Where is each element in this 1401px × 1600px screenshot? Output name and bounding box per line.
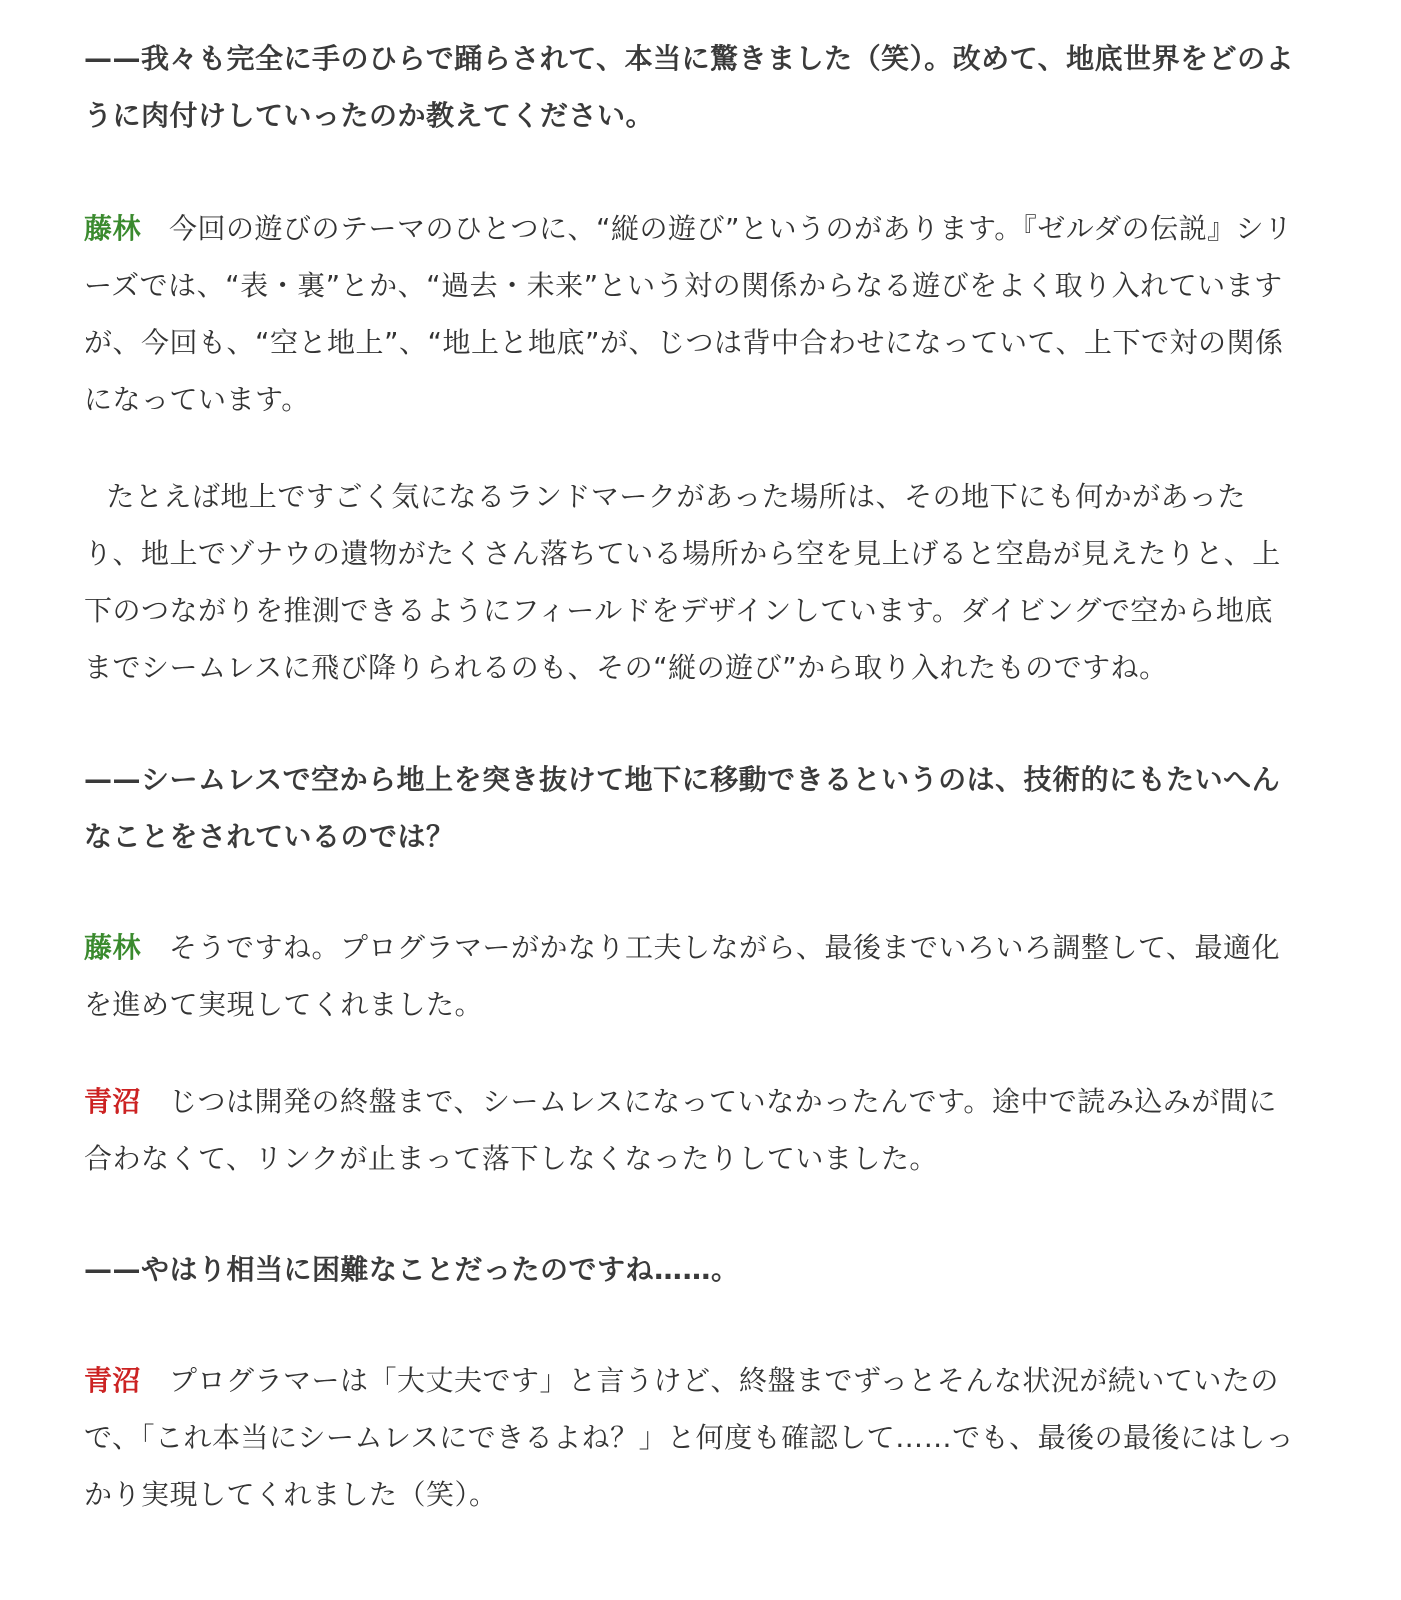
interviewer-question: ——我々も完全に手のひらで踊らされて、本当に驚きました（笑）。改めて、地底世界をどのように肉付けしていったのか教えてください。: [84, 42, 1295, 132]
answer-paragraph: [84, 919, 1301, 1033]
speaker-name-fujibayashi: 藤林: [84, 212, 142, 245]
answer-paragraph: [84, 1352, 1301, 1523]
answer-text: プログラマーは「大丈夫です」と言うけど、終盤までずっとそんな状況が続いていたので、「これ本当にシームレスにできるよね？」と何度も確認して……でも、最後の最後にはしっかり実現してくれました（笑）。: [84, 1364, 1295, 1511]
interviewer-question: ——やはり相当に困難なことだったのですね……。: [84, 1253, 740, 1286]
answer-text: そうですね。プログラマーがかなり工夫しながら、最後までいろいろ調整して、最適化を進めて実現してくれました。: [84, 931, 1280, 1021]
interviewer-question: ——シームレスで空から地上を突き抜けて地下に移動できるというのは、技術的にもたいへんなことをされているのでは？: [84, 763, 1281, 853]
answer-text: 今回の遊びのテーマのひとつに、“縦の遊び”というのがあります。『ゼルダの伝説』シリーズでは、“表・裏”とか、“過去・未来”という対の関係からなる遊びをよく取り入れていますが、今回も、“空と地上”、“地上と地底”が、じつは背中合わせになっていて、上下で対の関係になっています。: [84, 212, 1293, 416]
answer-paragraph: [84, 200, 1301, 428]
answer-paragraph: [84, 1073, 1301, 1187]
answer-text: じつは開発の終盤まで、シームレスになっていなかったんです。途中で読み込みが間に合わなくて、リンクが止まって落下しなくなったりしていました。: [84, 1085, 1277, 1175]
speaker-name-aonuma: 青沼: [84, 1364, 142, 1397]
speaker-name-aonuma: 青沼: [84, 1085, 142, 1118]
speaker-name-fujibayashi: 藤林: [84, 931, 142, 964]
answer-paragraph-continued: たとえば地上ですごく気になるランドマークがあった場所は、その地下にも何かがあったり、地上でゾナウの遺物がたくさん落ちている場所から空を見上げると空島が見えたりと、上下のつながりを推測できるようにフィールドをデザインしています。ダイビングで空から地底までシームレスに飛び降りられるのも、その“縦の遊び”から取り入れたものですね。: [84, 480, 1281, 684]
